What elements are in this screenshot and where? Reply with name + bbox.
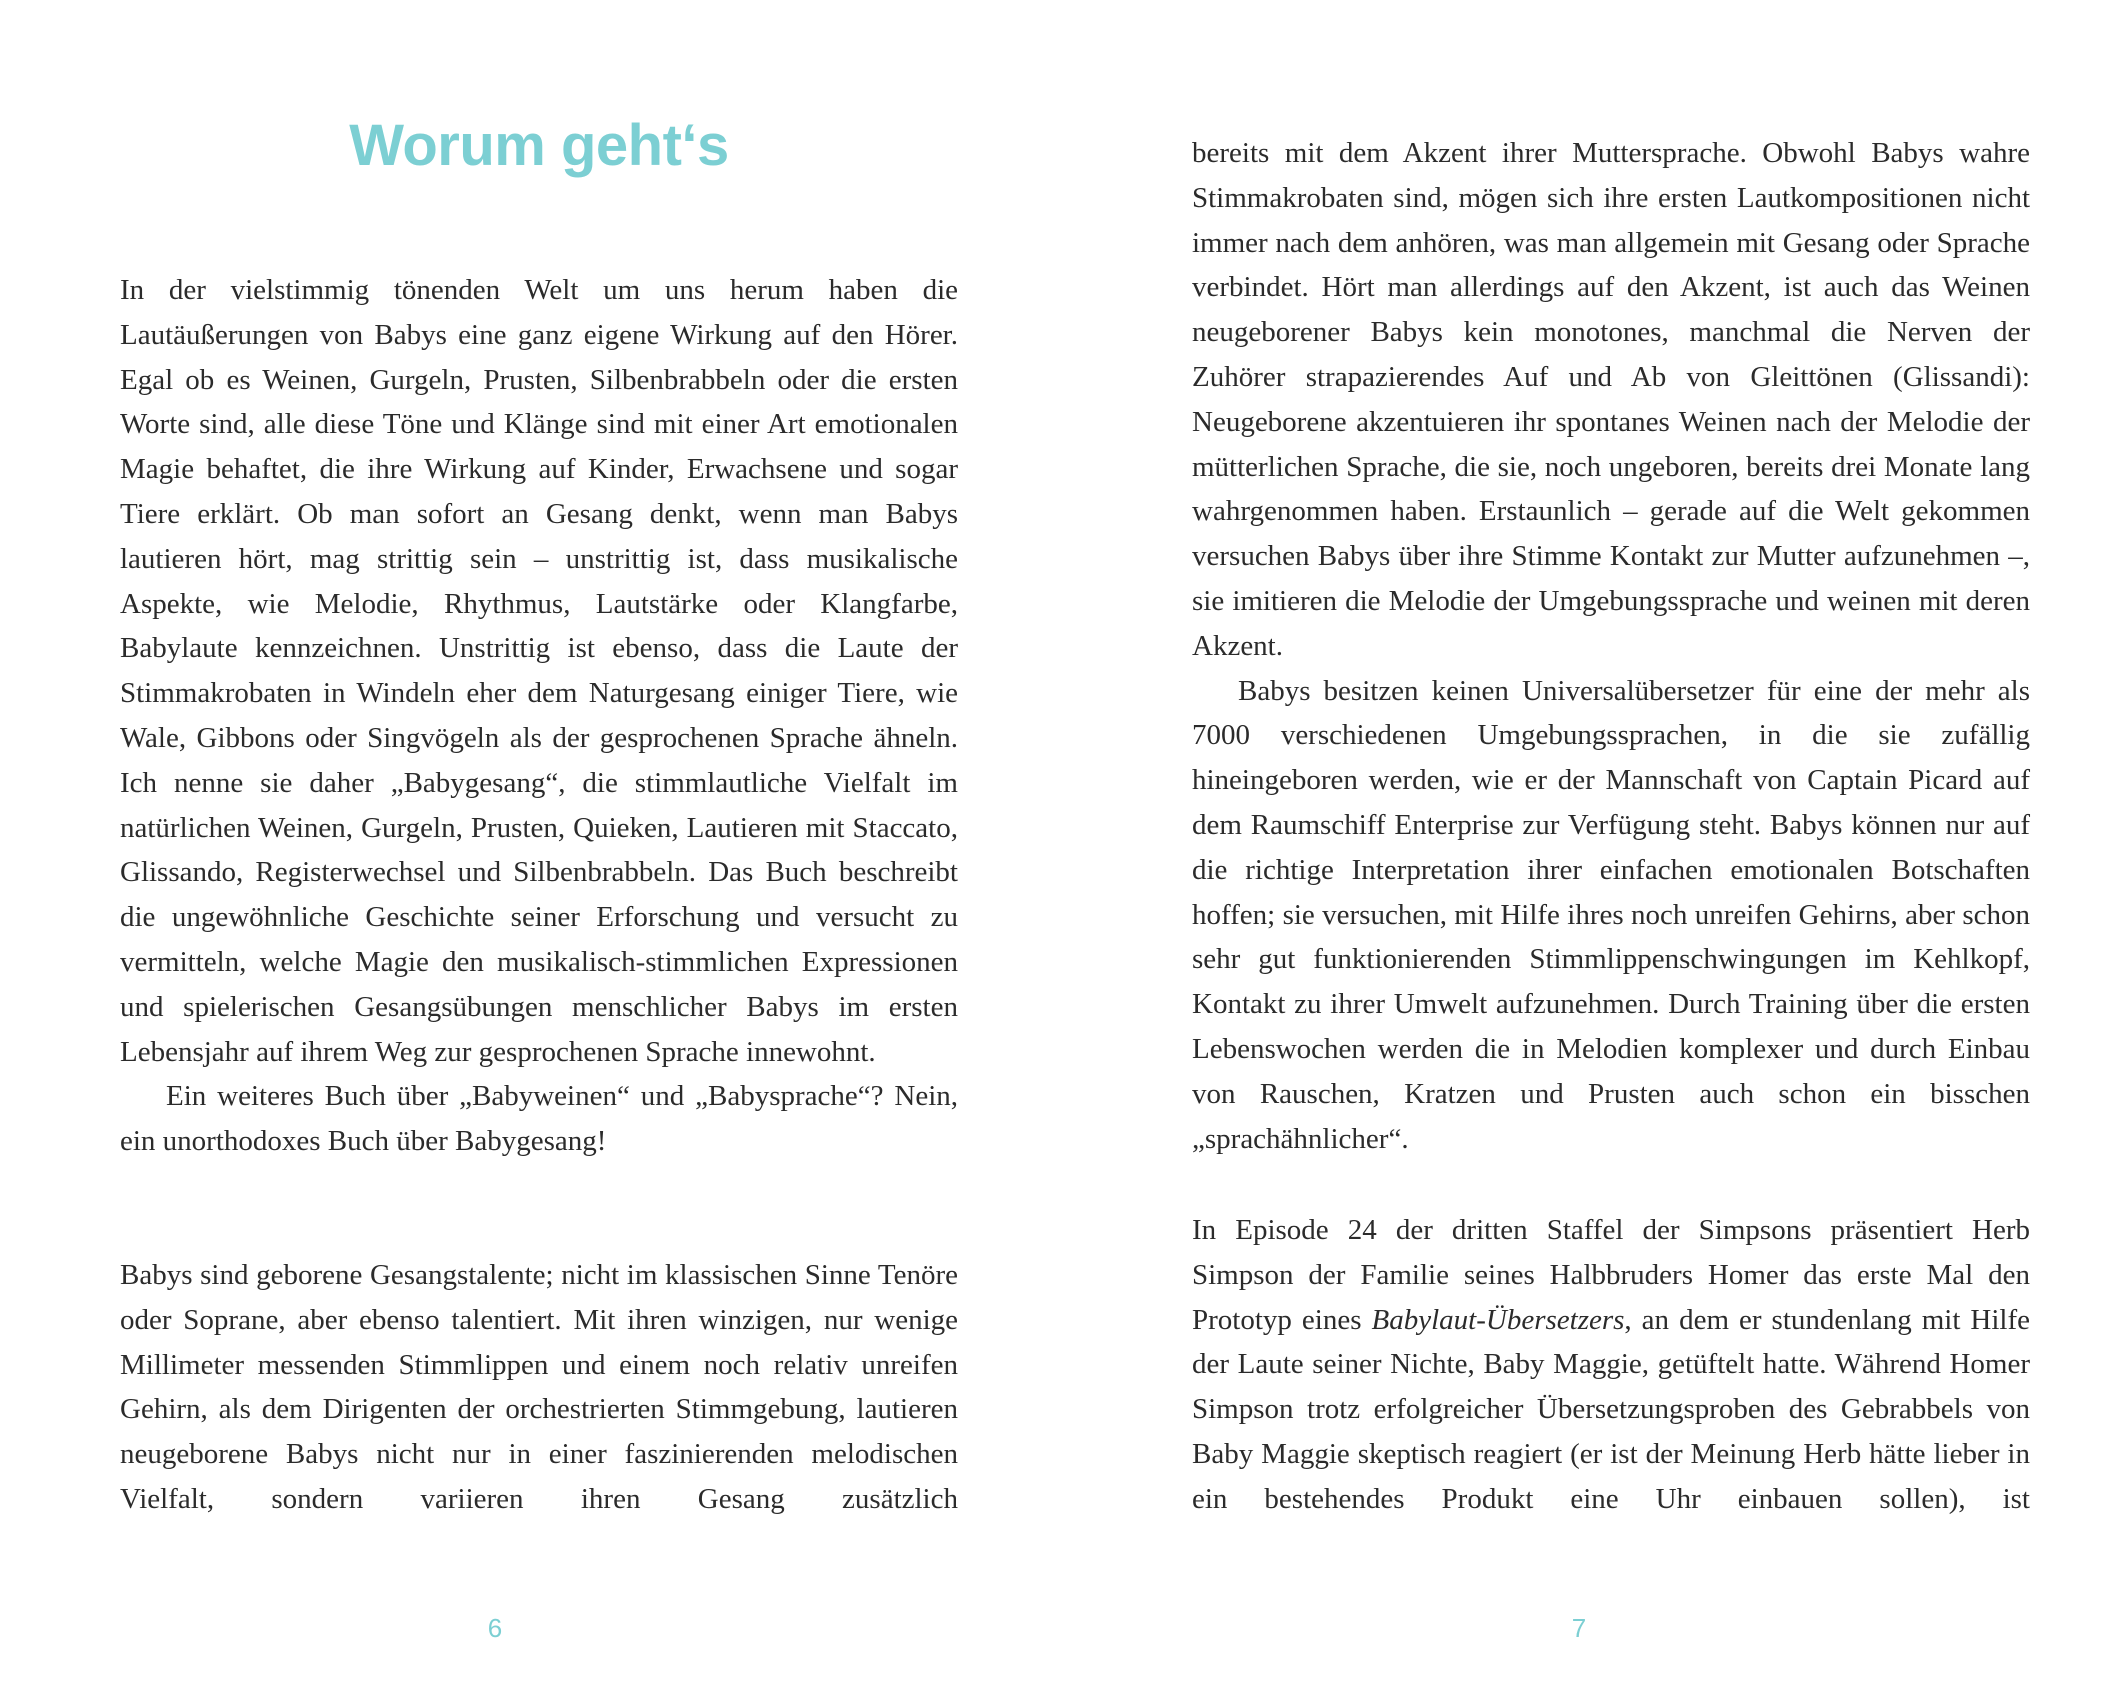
chapter-title: Worum geht‘s [349, 113, 729, 178]
right-page [1192, 0, 2030, 1693]
italic-term: Babylaut-Übersetzers [1371, 1303, 1625, 1336]
right-section-2 [1192, 1208, 2030, 1522]
left-page [120, 0, 958, 1693]
text-run: In Episode 24 der dritten Staffel der Simpsons präsentiert Herb Simpson der Familie seines Halbbruders Homer das erste Mal den Prototyp eines [1192, 1214, 2030, 1336]
right-section-1 [1192, 131, 2030, 1161]
left-section-1 [120, 268, 958, 1164]
page-number: 7 [1571, 1613, 1587, 1643]
paragraph: Ein weiteres Buch über „Babyweinen“ und „Babysprache“? Nein, ein unorthodoxes Buch über Babygesang! [120, 1080, 958, 1158]
paragraph: Babys sind geborene Gesangstalente; nicht im klassischen Sinne Tenöre oder Soprane, aber ebenso talentiert. Mit ihren winzigen, nur wenige Millimeter messenden Stimmlippen und einem noch relativ unreifen Gehirn, als dem Dirigenten der orchestrierten Stimmgebung, lautieren neugeborene Babys nicht nur in einer faszinierenden melodischen Vielfalt, sondern variieren ihren Gesang zusätzlich [120, 1259, 958, 1515]
paragraph: Babys besitzen keinen Universalübersetzer für eine der mehr als 7000 verschiedenen Umgebungssprachen, in die sie zufällig hineingeboren werden, wie er der Mannschaft von Captain Picard auf dem Raumschiff Enterprise zur Verfügung steht. Babys können nur auf die richtige Interpretation ihrer einfachen emotionalen Botschaften hoffen; sie versuchen, mit Hilfe ihres noch unreifen Gehirns, aber schon sehr gut funktionierenden Stimmlippenschwingungen im Kehlkopf, Kontakt zu ihrer Umwelt aufzunehmen. Durch Training über die ersten Lebenswochen werden die in Melodien komplexer und durch Einbau von Rauschen, Kratzen und Prusten auch schon ein bisschen „sprachähnlicher“. [1192, 674, 2030, 1155]
page-number: 6 [487, 1613, 503, 1643]
text-run: , an dem er stundenlang mit Hilfe der Laute seiner Nichte, Baby Maggie, getüftelt hatte. Während Homer Simpson trotz erfolgreicher Übersetzungsproben des Gebrabbels von Baby Maggie skeptisch reagiert (er ist der Meinung Herb hätte lieber in ein bestehendes Produkt eine Uhr einbauen sollen), ist [1192, 1303, 2030, 1515]
left-section-2 [120, 1253, 958, 1522]
paragraph: bereits mit dem Akzent ihrer Muttersprache. Obwohl Babys wahre Stimmakrobaten sind, mögen sich ihre ersten Lautkompositionen nicht immer nach dem anhören, was man allgemein mit Gesang oder Sprache verbindet. Hört man allerdings auf den Akzent, ist auch das Weinen neugeborener Babys kein monotones, manchmal die Nerven der Zuhörer strapazierendes Auf und Ab von Gleittönen (Glissandi): Neugeborene akzentuieren ihr spontanes Weinen nach der Melodie der mütterlichen Sprache, die sie, noch ungeboren, bereits drei Monate lang wahrgenommen haben. Erstaunlich – gerade auf die Welt gekommen versuchen Babys über ihre Stimme Kontakt zur Mutter aufzunehmen –, sie imitieren die Melodie der Umgebungssprache und weinen mit deren Akzent. [1192, 137, 2030, 662]
paragraph: In der vielstimmig tönenden Welt um uns herum haben die Lautäußerungen von Babys eine ganz eigene Wirkung auf den Hörer. Egal ob es Weinen, Gurgeln, Prusten, Silbenbrabbeln oder die ersten Worte sind, alle diese Töne und Klänge sind mit einer Art emotionalen Magie behaftet, die ihre Wirkung auf Kinder, Erwachsene und sogar Tiere erklärt. Ob man sofort an Gesang denkt, wenn man Babys lautieren hört, mag strittig sein – unstrittig ist, dass musikalische Aspekte, wie Melodie, Rhythmus, Lautstärke oder Klangfarbe, Babylaute kennzeichnen. Unstrittig ist ebenso, dass die Laute der Stimmakrobaten in Windeln eher dem Naturgesang einiger Tiere, wie Wale, Gibbons oder Singvögeln als der gesprochenen Sprache ähneln. Ich nenne sie daher „Babygesang“, die stimmlautliche Vielfalt im natürlichen Weinen, Gurgeln, Prusten, Quieken, Lautieren mit Staccato, Glissando, Registerwechsel und Silbenbrabbeln. Das Buch beschreibt die ungewöhnliche Geschichte seiner Erforschung und versucht zu vermitteln, welche Magie den musikalisch-stimmlichen Expressionen und spielerischen Gesangsübungen menschlicher Babys im ersten Lebensjahr auf ihrem Weg zur gesprochenen Sprache innewohnt. [120, 274, 958, 1068]
paragraph [1192, 1208, 2030, 1522]
